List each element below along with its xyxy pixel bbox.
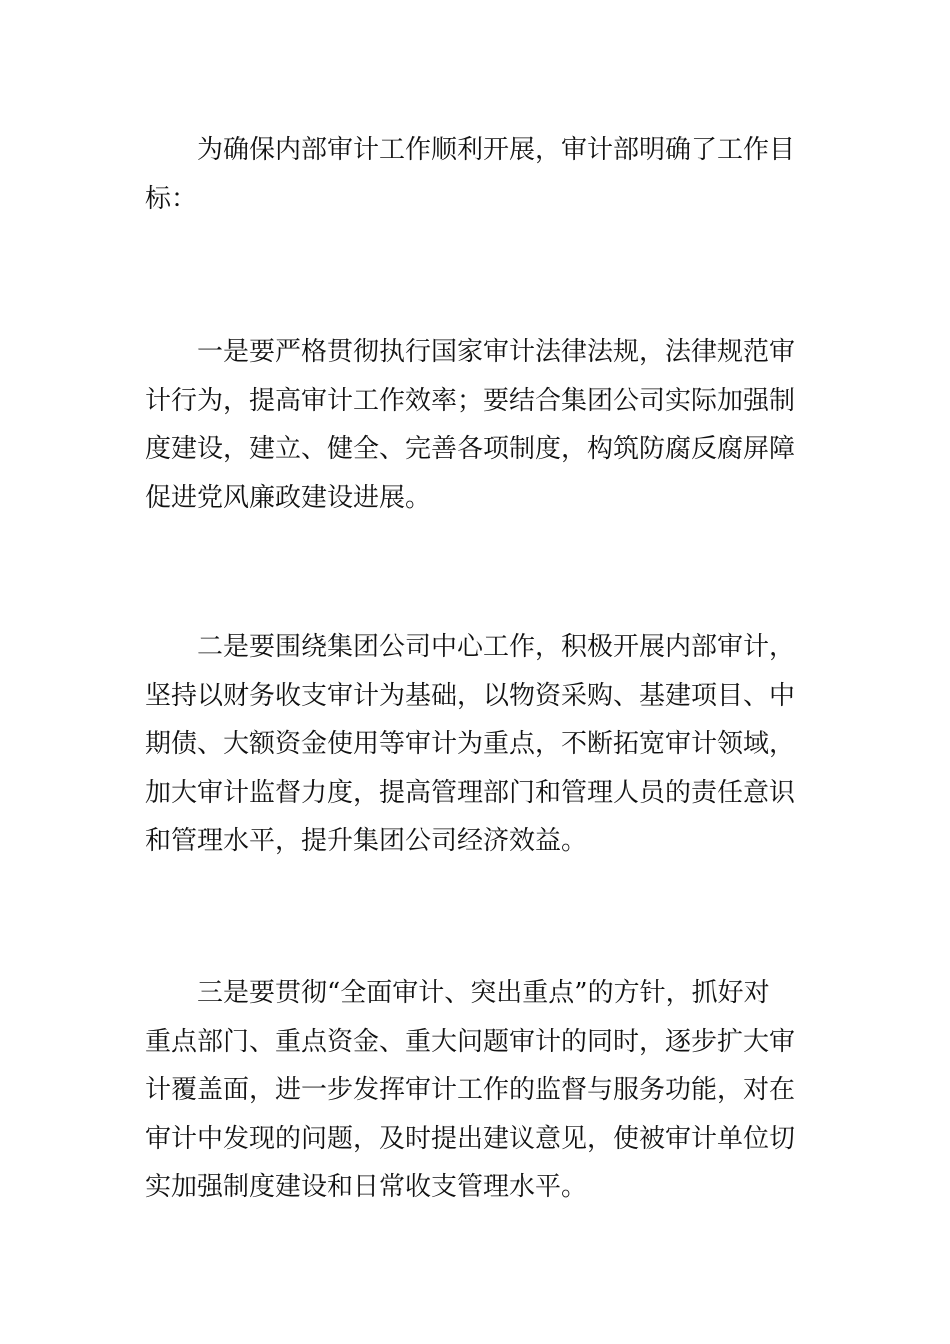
text-line: 期债、大额资金使用等审计为重点，不断拓宽审计领域， bbox=[145, 729, 796, 760]
text-line: 二是要围绕集团公司中心工作，积极开展内部审计， bbox=[197, 632, 796, 662]
text-line: 促进党风廉政建设进展。 bbox=[145, 482, 432, 513]
text-line: 度建设，建立、健全、完善各项制度，构筑防腐反腐屏障 bbox=[145, 434, 796, 465]
text-line: 一是要严格贯彻执行国家审计法律法规，法律规范审 bbox=[197, 337, 796, 367]
text-line: 标： bbox=[145, 183, 198, 214]
text-line: 计行为，提高审计工作效率；要结合集团公司实际加强制 bbox=[145, 385, 796, 416]
text-line: 和管理水平，提升集团公司经济效益。 bbox=[145, 826, 588, 857]
paragraph-point-2 bbox=[145, 623, 810, 866]
paragraph-point-3 bbox=[145, 969, 810, 1212]
text-line: 为确保内部审计工作顺利开展，审计部明确了工作目 bbox=[197, 135, 796, 165]
text-line: 三是要贯彻“全面审计、突出重点”的方针，抓好对 bbox=[197, 978, 770, 1008]
text-line: 加大审计监督力度，提高管理部门和管理人员的责任意识 bbox=[145, 777, 796, 808]
text-line: 审计中发现的问题，及时提出建议意见，使被审计单位切 bbox=[145, 1123, 796, 1154]
text-line: 实加强制度建设和日常收支管理水平。 bbox=[145, 1172, 588, 1203]
paragraph-point-1 bbox=[145, 328, 810, 522]
paragraph-intro bbox=[145, 126, 810, 223]
text-line: 重点部门、重点资金、重大问题审计的同时，逐步扩大审 bbox=[145, 1026, 796, 1057]
text-line: 计覆盖面，进一步发挥审计工作的监督与服务功能，对在 bbox=[145, 1075, 796, 1106]
text-line: 坚持以财务收支审计为基础，以物资采购、基建项目、中 bbox=[145, 680, 796, 711]
